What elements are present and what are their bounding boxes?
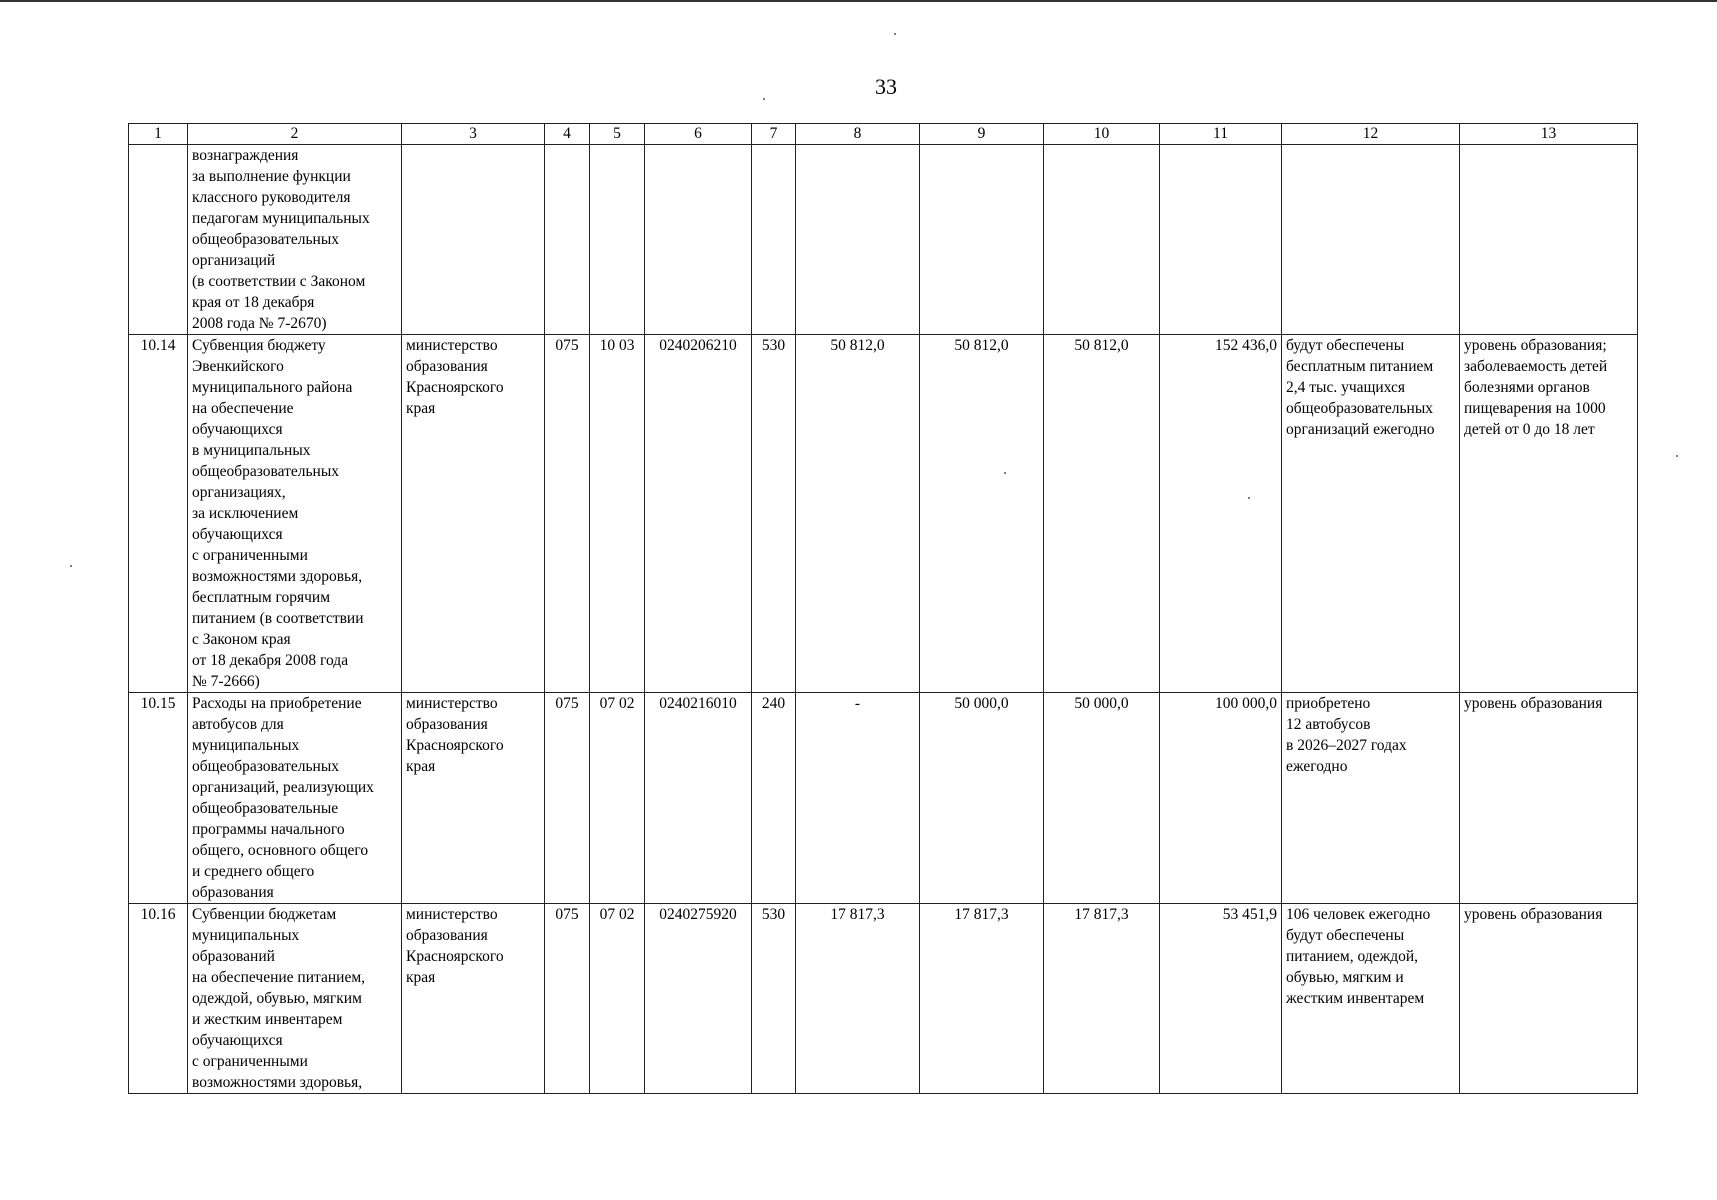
column-header: 2 <box>188 124 402 145</box>
amount-year-2 <box>920 145 1044 335</box>
code-rzpr: 07 02 <box>590 693 645 904</box>
executor <box>402 145 545 335</box>
indicator: уровень образования; заболеваемость детей болезнями органов пищеварения на 1000 детей от 0 до 18 лет <box>1460 335 1638 693</box>
code-csr <box>645 145 752 335</box>
budget-table <box>128 123 1638 1094</box>
code-vr: 240 <box>752 693 796 904</box>
expected-result <box>1282 145 1460 335</box>
code-rzpr: 10 03 <box>590 335 645 693</box>
column-header: 11 <box>1160 124 1282 145</box>
row-number: 10.14 <box>129 335 188 693</box>
table-row <box>129 693 1638 904</box>
amount-year-3: 50 000,0 <box>1044 693 1160 904</box>
code-vr: 530 <box>752 335 796 693</box>
column-header: 7 <box>752 124 796 145</box>
table-row <box>129 904 1638 1094</box>
code-vr: 530 <box>752 904 796 1094</box>
column-header: 10 <box>1044 124 1160 145</box>
indicator: уровень образования <box>1460 904 1638 1094</box>
indicator: уровень образования <box>1460 693 1638 904</box>
column-header: 1 <box>129 124 188 145</box>
expected-result: приобретено 12 автобусов в 2026–2027 годах ежегодно <box>1282 693 1460 904</box>
executor: министерство образования Красноярского края <box>402 335 545 693</box>
table-row <box>129 335 1638 693</box>
code-grbs: 075 <box>545 693 590 904</box>
amount-total: 53 451,9 <box>1160 904 1282 1094</box>
scan-speck <box>1004 472 1006 474</box>
indicator <box>1460 145 1638 335</box>
amount-year-3: 50 812,0 <box>1044 335 1160 693</box>
code-csr: 0240275920 <box>645 904 752 1094</box>
executor: министерство образования Красноярского края <box>402 693 545 904</box>
code-grbs <box>545 145 590 335</box>
amount-year-1: 17 817,3 <box>796 904 920 1094</box>
column-header: 12 <box>1282 124 1460 145</box>
amount-total: 100 000,0 <box>1160 693 1282 904</box>
amount-year-2: 50 000,0 <box>920 693 1044 904</box>
row-number: 10.15 <box>129 693 188 904</box>
column-header: 3 <box>402 124 545 145</box>
amount-total: 152 436,0 <box>1160 335 1282 693</box>
measure-name: Субвенции бюджетам муниципальных образований на обеспечение питанием, одеждой, обувью, мягким и жестким инвентарем обучающихся с ограниченными возможностями здоровья, <box>188 904 402 1094</box>
scan-speck <box>70 565 72 567</box>
column-header: 8 <box>796 124 920 145</box>
column-number-row <box>129 124 1638 145</box>
code-rzpr <box>590 145 645 335</box>
executor: министерство образования Красноярского края <box>402 904 545 1094</box>
column-header: 5 <box>590 124 645 145</box>
expected-result: будут обеспечены бесплатным питанием 2,4 тыс. учащихся общеобразовательных организаций ежегодно <box>1282 335 1460 693</box>
scan-speck <box>894 33 896 35</box>
amount-year-2: 17 817,3 <box>920 904 1044 1094</box>
code-csr: 0240216010 <box>645 693 752 904</box>
column-header: 4 <box>545 124 590 145</box>
amount-year-1: - <box>796 693 920 904</box>
scan-speck <box>763 98 765 100</box>
amount-year-1 <box>796 145 920 335</box>
code-grbs: 075 <box>545 904 590 1094</box>
expected-result: 106 человек ежегодно будут обеспечены питанием, одеждой, обувью, мягким и жестким инвентарем <box>1282 904 1460 1094</box>
column-header: 6 <box>645 124 752 145</box>
amount-year-3: 17 817,3 <box>1044 904 1160 1094</box>
row-number: 10.16 <box>129 904 188 1094</box>
table-row <box>129 145 1638 335</box>
column-header: 9 <box>920 124 1044 145</box>
code-csr: 0240206210 <box>645 335 752 693</box>
amount-year-2: 50 812,0 <box>920 335 1044 693</box>
code-vr <box>752 145 796 335</box>
scan-speck <box>1676 455 1678 457</box>
measure-name: вознаграждения за выполнение функции классного руководителя педагогам муниципальных общеобразовательных организаций (в соответствии с Законом края от 18 декабря 2008 года № 7-2670) <box>188 145 402 335</box>
code-rzpr: 07 02 <box>590 904 645 1094</box>
scan-top-edge <box>0 0 1717 2</box>
measure-name: Расходы на приобретение автобусов для муниципальных общеобразовательных организаций, реализующих общеобразовательные программы начального общего, основного общего и среднего общего образования <box>188 693 402 904</box>
amount-year-1: 50 812,0 <box>796 335 920 693</box>
row-number <box>129 145 188 335</box>
measure-name: Субвенция бюджету Эвенкийского муниципального района на обеспечение обучающихся в муниципальных общеобразовательных организациях, за исключением обучающихся с ограниченными возможностями здоровья, бесплатным горячим питанием (в соответствии с Законом края от 18 декабря 2008 года № 7-2666) <box>188 335 402 693</box>
amount-total <box>1160 145 1282 335</box>
amount-year-3 <box>1044 145 1160 335</box>
scan-speck <box>1248 497 1250 499</box>
column-header: 13 <box>1460 124 1638 145</box>
page-number: 33 <box>875 74 897 99</box>
code-grbs: 075 <box>545 335 590 693</box>
